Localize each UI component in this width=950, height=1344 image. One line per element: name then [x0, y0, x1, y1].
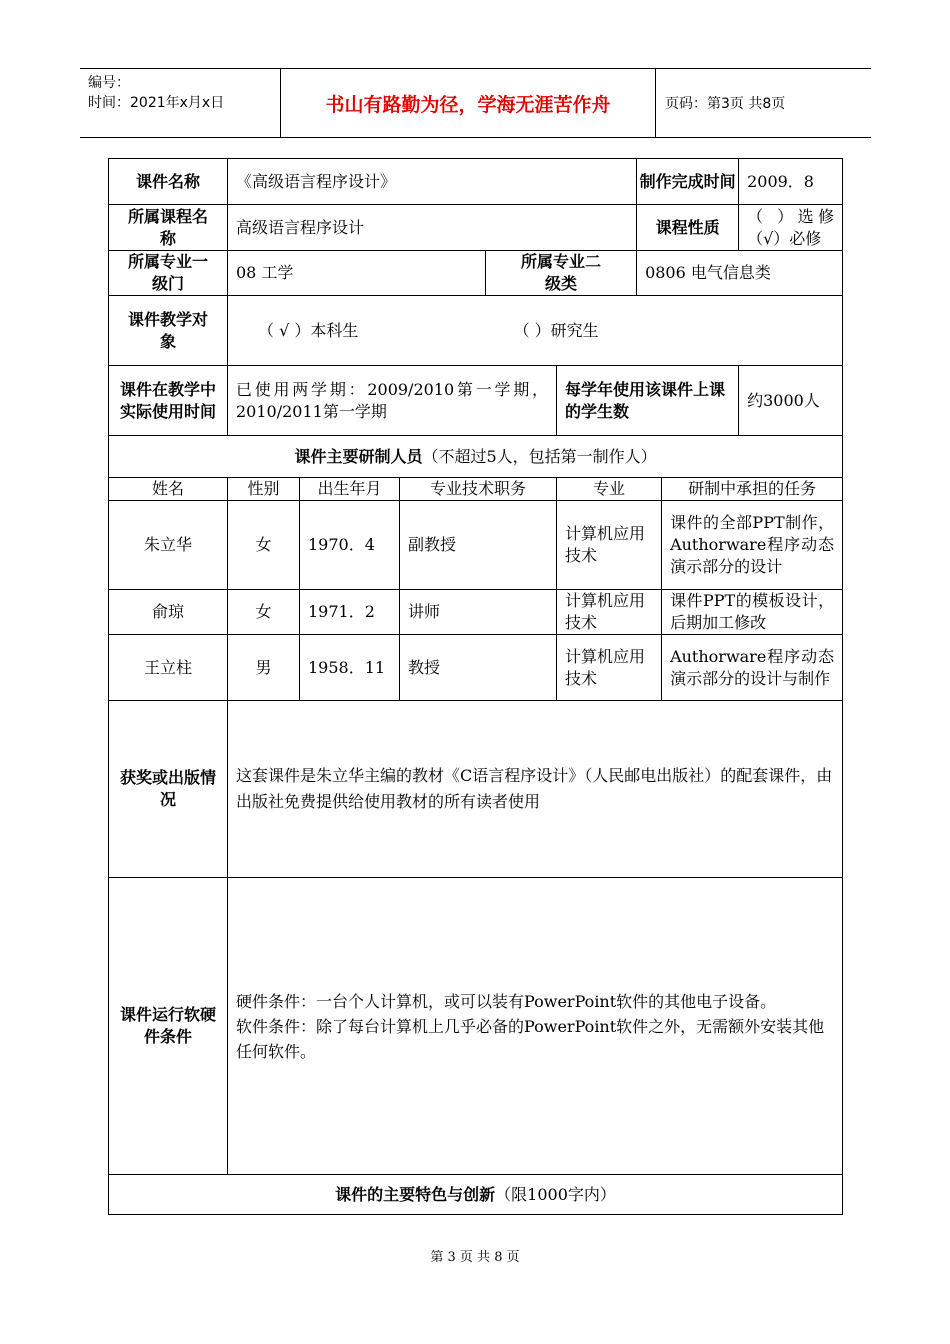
finish-time-value: 2009．8: [739, 159, 843, 205]
major-level1-value: 08 工学: [228, 251, 486, 296]
staff-birth: 1958．11: [300, 635, 400, 701]
row-awards: [109, 701, 843, 878]
awards-value: 这套课件是朱立华主编的教材《C语言程序设计》（人民邮电出版社）的配套课件，由出版社免费提供给使用教材的所有读者使用: [228, 701, 843, 878]
features-section-title: [109, 1175, 843, 1215]
staff-task: 课件的全部PPT制作，Authorware程序动态演示部分的设计: [662, 501, 843, 590]
features-title-note: （限1000字内）: [495, 1184, 616, 1204]
header-meta: [80, 69, 281, 137]
row-audience: [109, 296, 843, 366]
col-header-task: 研制中承担的任务: [662, 478, 843, 501]
row-major: [109, 251, 843, 296]
staff-title: 副教授: [400, 501, 557, 590]
staff-major: 计算机应用技术: [557, 635, 662, 701]
staff-title: 讲师: [400, 590, 557, 635]
row-courseware-name: [109, 159, 843, 205]
finish-time-label: 制作完成时间: [637, 159, 739, 205]
features-title-bold: 课件的主要特色与创新: [335, 1184, 496, 1204]
col-header-birth: 出生年月: [300, 478, 400, 501]
audience-label: 课件教学对象: [109, 296, 228, 366]
row-course: [109, 205, 843, 251]
major-level2-label: 所属专业二级类: [486, 251, 637, 296]
page-header: [80, 68, 871, 138]
staff-gender: 女: [228, 590, 300, 635]
hardware-condition: 硬件条件：一台个人计算机，或可以装有PowerPoint软件的其他电子设备。: [236, 991, 777, 1011]
course-nature-label: 课程性质: [637, 205, 739, 251]
course-value: 高级语言程序设计: [228, 205, 637, 251]
courseware-name-value: 《高级语言程序设计》: [228, 159, 637, 205]
audience-options: [228, 296, 843, 366]
staff-major: 计算机应用技术: [557, 590, 662, 635]
row-conditions: [109, 878, 843, 1175]
number-label: 编号：: [88, 75, 130, 91]
staff-birth: 1970．4: [300, 501, 400, 590]
page-footer: 第 3 页 共 8 页: [430, 1250, 520, 1265]
staff-major: 计算机应用技术: [557, 501, 662, 590]
staff-gender: 女: [228, 501, 300, 590]
row-features: [109, 1175, 843, 1215]
students-count-value: 约3000人: [739, 366, 843, 436]
staff-header-row: [109, 478, 843, 501]
row-staff-title: [109, 436, 843, 478]
staff-title-bold: 课件主要研制人员: [294, 446, 423, 466]
col-header-gender: 性别: [228, 478, 300, 501]
staff-name: 朱立华: [109, 501, 228, 590]
courseware-form-table: [108, 158, 843, 1215]
courseware-name-label: 课件名称: [109, 159, 228, 205]
staff-birth: 1971．2: [300, 590, 400, 635]
time-label: 时间：2021年x月x日: [88, 95, 225, 111]
staff-gender: 男: [228, 635, 300, 701]
staff-task: 课件PPT的模板设计，后期加工修改: [662, 590, 843, 635]
awards-label: 获奖或出版情况: [109, 701, 228, 878]
staff-task: Authorware程序动态演示部分的设计与制作: [662, 635, 843, 701]
conditions-label: 课件运行软硬件条件: [109, 878, 228, 1175]
table-row: [109, 635, 843, 701]
staff-name: 王立柱: [109, 635, 228, 701]
major-level1-label: 所属专业一级门: [109, 251, 228, 296]
table-row: [109, 590, 843, 635]
table-row: [109, 501, 843, 590]
conditions-value: [228, 878, 843, 1175]
staff-section-title: [109, 436, 843, 478]
software-condition: 软件条件：除了每台计算机上几乎必备的PowerPoint软件之外，无需额外安装其他任何软件。: [236, 1016, 825, 1061]
header-motto: 书山有路勤为径，学海无涯苦作舟: [281, 69, 656, 137]
students-count-label: 每学年使用该课件上课的学生数: [557, 366, 739, 436]
col-header-major: 专业: [557, 478, 662, 501]
audience-undergraduate: （ √ ）本科生: [258, 320, 359, 340]
staff-title: 教授: [400, 635, 557, 701]
header-page-number: 页码：第3页 共8页: [665, 96, 786, 112]
staff-title-note: （不超过5人，包括第一制作人）: [422, 446, 657, 466]
audience-graduate: （ ）研究生: [513, 320, 599, 340]
usage-time-label: 课件在教学中实际使用时间: [109, 366, 228, 436]
course-label: 所属课程名称: [109, 205, 228, 251]
usage-time-value: 已使用两学期：2009/2010第一学期，2010/2011第一学期: [228, 366, 557, 436]
staff-name: 俞琼: [109, 590, 228, 635]
col-header-title: 专业技术职务: [400, 478, 557, 501]
course-nature-value: （ ）选修 （√）必修: [739, 205, 843, 251]
col-header-name: 姓名: [109, 478, 228, 501]
major-level2-value: 0806 电气信息类: [637, 251, 843, 296]
row-usage: [109, 366, 843, 436]
